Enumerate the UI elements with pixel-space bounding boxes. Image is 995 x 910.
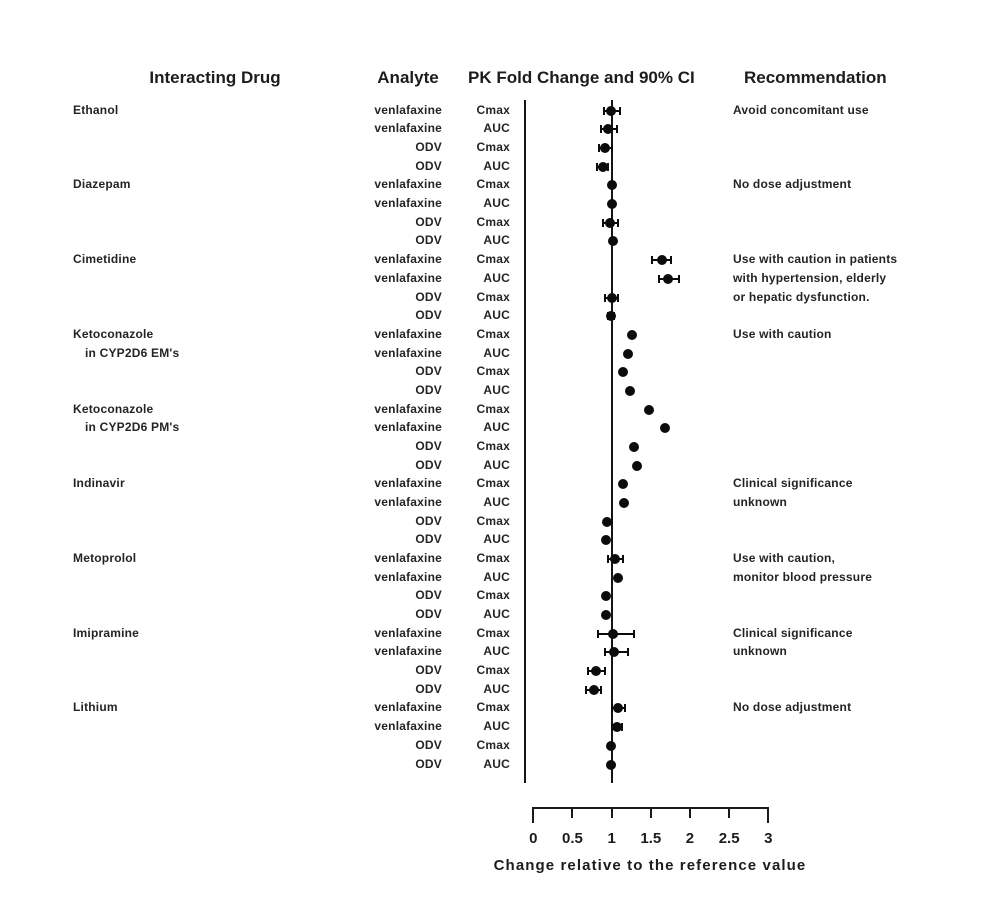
ci-cap-right — [604, 667, 606, 675]
point-estimate-marker — [600, 143, 610, 153]
ci-cap-left — [585, 686, 587, 694]
parameter-label: Cmax — [476, 214, 510, 229]
analyte-label: venlafaxine — [374, 420, 442, 435]
parameter-label: Cmax — [476, 401, 510, 416]
analyte-label: ODV — [415, 756, 442, 771]
column-header-recommendation: Recommendation — [744, 68, 887, 87]
analyte-label: venlafaxine — [374, 102, 442, 117]
recommendation-text: unknown — [733, 494, 788, 509]
analyte-label: venlafaxine — [374, 569, 442, 584]
analyte-label: venlafaxine — [374, 476, 442, 491]
parameter-label: AUC — [483, 457, 510, 472]
ci-cap-right — [622, 555, 624, 563]
point-estimate-marker — [606, 741, 616, 751]
point-estimate-marker — [618, 479, 628, 489]
x-axis-title: Change relative to the reference value — [493, 857, 807, 874]
point-estimate-marker — [606, 760, 616, 770]
column-header-analyte: Analyte — [377, 68, 439, 87]
ci-cap-left — [604, 648, 606, 656]
x-axis-tick-label: 1.5 — [640, 830, 662, 847]
ci-cap-right — [616, 125, 618, 133]
ci-cap-left — [603, 107, 605, 115]
point-estimate-marker — [627, 330, 637, 340]
analyte-label: ODV — [415, 513, 442, 528]
analyte-label: venlafaxine — [374, 345, 442, 360]
x-axis-tick-label: 2 — [685, 830, 695, 847]
point-estimate-marker — [613, 573, 623, 583]
point-estimate-marker — [660, 423, 670, 433]
point-estimate-marker — [625, 386, 635, 396]
point-estimate-marker — [657, 255, 667, 265]
analyte-label: venlafaxine — [374, 196, 442, 211]
parameter-label: Cmax — [476, 551, 510, 566]
recommendation-text: Use with caution in patients — [733, 252, 898, 267]
ci-cap-left — [602, 219, 604, 227]
drug-label: in CYP2D6 PM's — [85, 420, 180, 435]
parameter-label: AUC — [483, 569, 510, 584]
ci-cap-right — [627, 648, 629, 656]
point-estimate-marker — [602, 517, 612, 527]
ci-cap-right — [611, 144, 613, 152]
point-estimate-marker — [589, 685, 599, 695]
x-axis-tick — [650, 807, 652, 818]
x-axis-tick — [611, 807, 613, 818]
point-estimate-marker — [632, 461, 642, 471]
recommendation-text: Use with caution, — [733, 551, 836, 566]
parameter-label: Cmax — [476, 625, 510, 640]
parameter-label: Cmax — [476, 177, 510, 192]
x-axis-tick — [728, 807, 730, 818]
analyte-label: venlafaxine — [374, 326, 442, 341]
point-estimate-marker — [609, 647, 619, 657]
analyte-label: venlafaxine — [374, 252, 442, 267]
drug-label: Metoprolol — [73, 551, 137, 566]
analyte-label: ODV — [415, 364, 442, 379]
analyte-label: ODV — [415, 681, 442, 696]
ci-cap-right — [670, 256, 672, 264]
x-axis-tick — [571, 807, 573, 818]
point-estimate-marker — [607, 199, 617, 209]
analyte-label: venlafaxine — [374, 494, 442, 509]
parameter-label: AUC — [483, 233, 510, 248]
x-axis-tick — [767, 807, 769, 823]
analyte-label: venlafaxine — [374, 551, 442, 566]
parameter-label: AUC — [483, 756, 510, 771]
point-estimate-marker — [601, 610, 611, 620]
analyte-label: venlafaxine — [374, 700, 442, 715]
parameter-label: AUC — [483, 308, 510, 323]
drug-label: Ketoconazole — [73, 401, 154, 416]
recommendation-text: Avoid concomitant use — [733, 102, 869, 117]
point-estimate-marker — [598, 162, 608, 172]
point-estimate-marker — [663, 274, 673, 284]
point-estimate-marker — [591, 666, 601, 676]
drug-label: Diazepam — [73, 177, 131, 192]
analyte-label: ODV — [415, 588, 442, 603]
parameter-label: Cmax — [476, 513, 510, 528]
parameter-label: Cmax — [476, 663, 510, 678]
parameter-label: AUC — [483, 607, 510, 622]
parameter-label: Cmax — [476, 588, 510, 603]
analyte-label: ODV — [415, 438, 442, 453]
ci-cap-right — [678, 275, 680, 283]
analyte-label: ODV — [415, 158, 442, 173]
ci-cap-right — [600, 686, 602, 694]
ci-cap-right — [619, 107, 621, 115]
parameter-label: Cmax — [476, 140, 510, 155]
recommendation-text: Use with caution — [733, 326, 832, 341]
x-axis-tick — [689, 807, 691, 818]
point-estimate-marker — [623, 349, 633, 359]
point-estimate-marker — [610, 554, 620, 564]
analyte-label: ODV — [415, 663, 442, 678]
analyte-label: ODV — [415, 382, 442, 397]
plot-left-border-line — [524, 100, 526, 783]
point-estimate-marker — [644, 405, 654, 415]
analyte-label: venlafaxine — [374, 270, 442, 285]
parameter-label: AUC — [483, 494, 510, 509]
point-estimate-marker — [613, 703, 623, 713]
analyte-label: ODV — [415, 532, 442, 547]
recommendation-text: Clinical significance — [733, 476, 853, 491]
point-estimate-marker — [606, 311, 616, 321]
drug-label: Ketoconazole — [73, 326, 154, 341]
parameter-label: Cmax — [476, 476, 510, 491]
parameter-label: AUC — [483, 121, 510, 136]
point-estimate-marker — [619, 498, 629, 508]
recommendation-text: Clinical significance — [733, 625, 853, 640]
analyte-label: ODV — [415, 214, 442, 229]
ci-cap-left — [604, 294, 606, 302]
x-axis-tick — [532, 807, 534, 823]
parameter-label: Cmax — [476, 252, 510, 267]
recommendation-text: with hypertension, elderly — [733, 270, 887, 285]
drug-label: Indinavir — [73, 476, 125, 491]
parameter-label: AUC — [483, 270, 510, 285]
column-header-pk-fold-change: PK Fold Change and 90% CI — [468, 68, 695, 87]
parameter-label: AUC — [483, 158, 510, 173]
recommendation-text: No dose adjustment — [733, 700, 852, 715]
analyte-label: venlafaxine — [374, 644, 442, 659]
point-estimate-marker — [607, 293, 617, 303]
analyte-label: ODV — [415, 233, 442, 248]
parameter-label: Cmax — [476, 737, 510, 752]
parameter-label: AUC — [483, 345, 510, 360]
ci-cap-left — [651, 256, 653, 264]
drug-label: Ethanol — [73, 102, 119, 117]
point-estimate-marker — [608, 629, 618, 639]
ci-cap-right — [617, 294, 619, 302]
ci-cap-right — [633, 630, 635, 638]
ci-cap-left — [587, 667, 589, 675]
parameter-label: Cmax — [476, 102, 510, 117]
parameter-label: AUC — [483, 681, 510, 696]
drug-label: Cimetidine — [73, 252, 137, 267]
point-estimate-marker — [605, 218, 615, 228]
analyte-label: venlafaxine — [374, 121, 442, 136]
analyte-label: venlafaxine — [374, 177, 442, 192]
x-axis-tick-label: 2.5 — [718, 830, 740, 847]
parameter-label: AUC — [483, 719, 510, 734]
recommendation-text: unknown — [733, 644, 788, 659]
drug-label: Lithium — [73, 700, 118, 715]
point-estimate-marker — [629, 442, 639, 452]
point-estimate-marker — [606, 106, 616, 116]
recommendation-text: monitor blood pressure — [733, 569, 873, 584]
x-axis-tick-label: 0.5 — [562, 830, 583, 847]
recommendation-text: or hepatic dysfunction. — [733, 289, 870, 304]
analyte-label: venlafaxine — [374, 719, 442, 734]
ci-cap-right — [624, 704, 626, 712]
ci-cap-left — [658, 275, 660, 283]
point-estimate-marker — [601, 591, 611, 601]
parameter-label: Cmax — [476, 438, 510, 453]
column-header-interacting-drug: Interacting Drug — [149, 68, 281, 87]
analyte-label: ODV — [415, 289, 442, 304]
analyte-label: ODV — [415, 140, 442, 155]
analyte-label: ODV — [415, 457, 442, 472]
ci-cap-left — [597, 630, 599, 638]
parameter-label: AUC — [483, 532, 510, 547]
point-estimate-marker — [608, 236, 618, 246]
point-estimate-marker — [607, 180, 617, 190]
parameter-label: Cmax — [476, 289, 510, 304]
parameter-label: Cmax — [476, 700, 510, 715]
ci-cap-right — [617, 219, 619, 227]
point-estimate-marker — [618, 367, 628, 377]
drug-label: in CYP2D6 EM's — [85, 345, 180, 360]
parameter-label: AUC — [483, 420, 510, 435]
parameter-label: Cmax — [476, 326, 510, 341]
point-estimate-marker — [601, 535, 611, 545]
parameter-label: AUC — [483, 196, 510, 211]
analyte-label: ODV — [415, 607, 442, 622]
analyte-label: ODV — [415, 737, 442, 752]
drug-label: Imipramine — [73, 625, 140, 640]
parameter-label: AUC — [483, 382, 510, 397]
analyte-label: venlafaxine — [374, 625, 442, 640]
analyte-label: ODV — [415, 308, 442, 323]
parameter-label: AUC — [483, 644, 510, 659]
parameter-label: Cmax — [476, 364, 510, 379]
x-axis-tick-label: 0 — [529, 830, 538, 847]
x-axis-tick-label: 1 — [607, 830, 616, 847]
x-axis-tick-label: 3 — [764, 830, 773, 847]
recommendation-text: No dose adjustment — [733, 177, 852, 192]
analyte-label: venlafaxine — [374, 401, 442, 416]
